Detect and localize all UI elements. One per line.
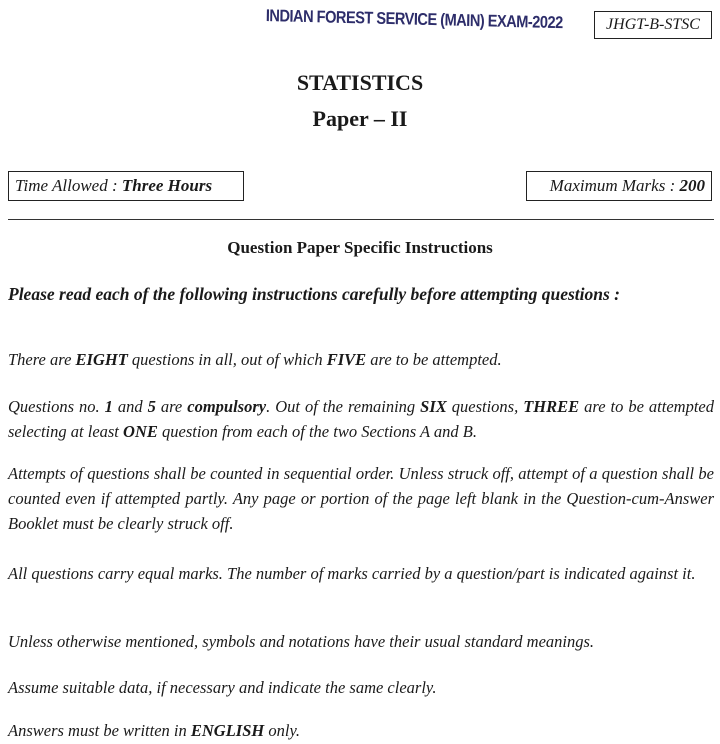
maximum-marks-box — [526, 171, 712, 201]
marks-label: Maximum Marks : — [549, 176, 680, 195]
exam-name-stamp: INDIAN FOREST SERVICE (MAIN) EXAM-2022 — [265, 6, 563, 33]
instruction-question-count: There are EIGHT questions in all, out of which FIVE are to be attempted. — [8, 350, 502, 369]
instruction-answer-language: Answers must be written in ENGLISH only. — [8, 721, 300, 740]
instructions-intro: Please read each of the following instructions carefully before attempting questions : — [8, 284, 621, 304]
marks-value: 200 — [679, 176, 705, 195]
time-value: Three Hours — [121, 176, 213, 195]
instructions-heading: Question Paper Specific Instructions — [227, 238, 493, 257]
paper-number: Paper – II — [312, 106, 408, 131]
time-allowed-box — [8, 171, 244, 201]
instruction-compulsory-questions: Questions no. 1 and 5 are compulsory. Out of the remaining SIX questions, THREE are to be attempted selecting at least ONE question from each of the two Sections A and B. — [8, 397, 714, 441]
paper-code-box: JHGT-B-STSC — [594, 11, 712, 39]
instruction-attempt-order: Attempts of questions shall be counted in sequential order. Unless struck off, attempt of a question shall be counted even if attempted partly. Any page or portion of the page left blank in the Question-cum-Answer Booklet must be clearly struck off. — [8, 464, 714, 533]
instruction-suitable-data: Assume suitable data, if necessary and indicate the same clearly. — [8, 678, 437, 697]
divider-line — [8, 219, 714, 220]
subject-title: STATISTICS — [296, 70, 424, 95]
time-label: Time Allowed : — [15, 176, 122, 195]
instruction-equal-marks: All questions carry equal marks. The number of marks carried by a question/part is indicated against it. — [8, 564, 696, 583]
instruction-notations: Unless otherwise mentioned, symbols and notations have their usual standard meanings. — [8, 632, 595, 651]
